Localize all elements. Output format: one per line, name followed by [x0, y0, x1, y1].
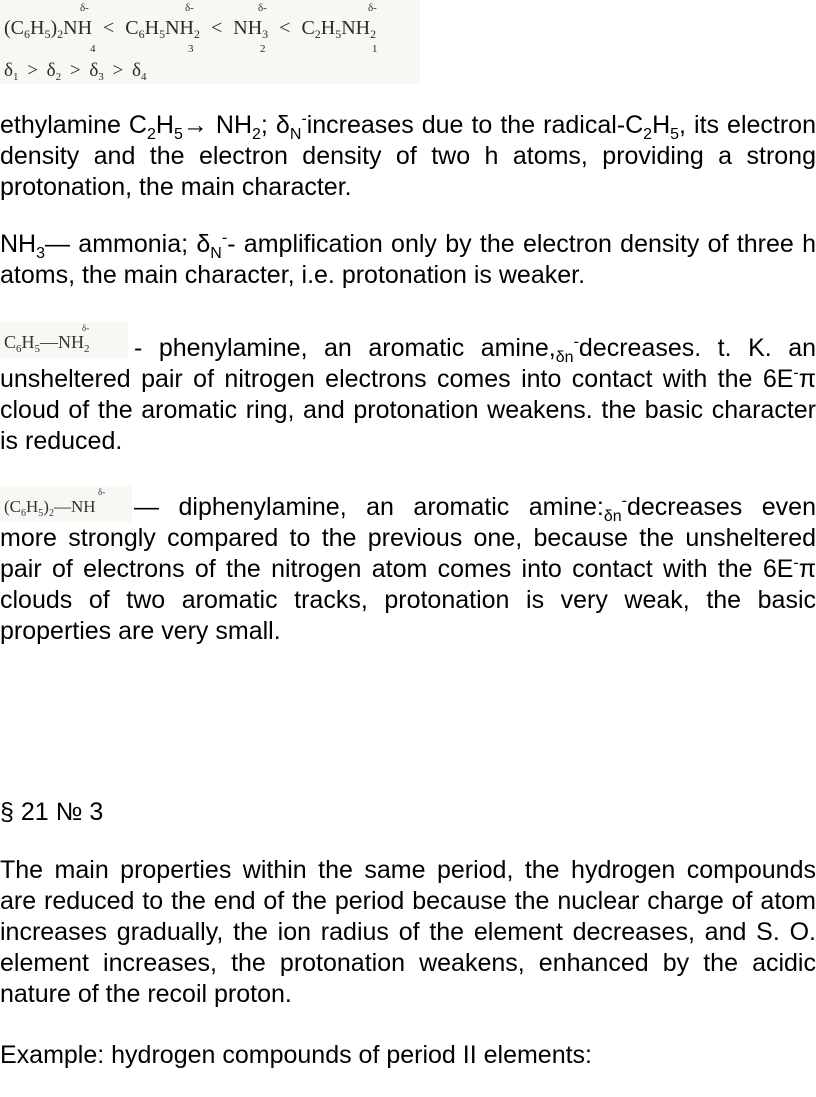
paragraph-period-properties: The main properties within the same period, the hydrogen compounds are reduced to the end of the period because the nuclear charge of atom increases gradually, the ion radius of the element decreases, and S. O. element increases, the protonation weakens, enhanced by the acidic nature of the recoil proton.: [0, 856, 816, 1008]
rank-number: 2: [260, 43, 266, 55]
rank-number: 4: [90, 43, 96, 55]
delta-mark: δ-: [368, 2, 377, 14]
delta-inequality-row: $\delta_1$ > $\delta_2$ > $\delta_3$ > $\delta_4$: [4, 60, 147, 83]
paragraph-diphenylamine: — diphenylamine, an aromatic $amine:_{\delta n}^-decreases$ even more strongly compared to the previous one, because the unsheltered pair of electrons of the nitrogen atom comes into contact with the 6E-π clouds of two aromatic tracks, protonation is very weak, the basic properties are very small.: [0, 492, 816, 645]
amine-series-row: $(C_6H_5)_2NH$ < $C_6H_5NH_2$ < $NH_3$ < $C_2H_5NH_2$: [4, 17, 377, 41]
svg-text:δ-: δ-: [82, 323, 90, 333]
rank-number: 3: [188, 43, 194, 55]
delta-mark: δ-: [80, 2, 89, 14]
basicity-series-formula: [0, 0, 420, 84]
paragraph-ethylamine: ethylamine $C_2H_5\to NH_2$; $\delta_N^-increases$ due to the radical-$C_2H_5$, its electron density and the electron density of two h atoms, providing a strong protonation, the main character.: [0, 110, 816, 201]
basicity-series-formula-image: [0, 0, 420, 84]
delta-mark: δ-: [258, 2, 267, 14]
svg-text:δ-: δ-: [98, 487, 106, 497]
delta-mark: δ-: [185, 2, 194, 14]
rank-number: 1: [372, 43, 378, 55]
paragraph-ammonia: $NH_3—$ ammonia; $\delta_N^--$ amplification only by the electron density of three h atoms, the main character, i.e. protonation is weaker.: [0, 229, 816, 289]
section-heading: § 21 № 3: [0, 798, 104, 826]
paragraph-example: Example: hydrogen compounds of period II elements:: [0, 1041, 593, 1069]
svg-text:C6H5—NH2: $C_6H_5—NH_2$: [4, 332, 90, 355]
paragraph-phenylamine: - phenylamine, an aromatic $amine,_{\delta n}^-decreases$. t. K. an unsheltered pair of nitrogen electrons comes into contact with the 6E-π cloud of the aromatic ring, and protonation weakens. the basic character is reduced.: [0, 333, 816, 455]
svg-text:(C6H5)2—NH: $(C_6H_5)_2—NH$: [4, 497, 96, 519]
